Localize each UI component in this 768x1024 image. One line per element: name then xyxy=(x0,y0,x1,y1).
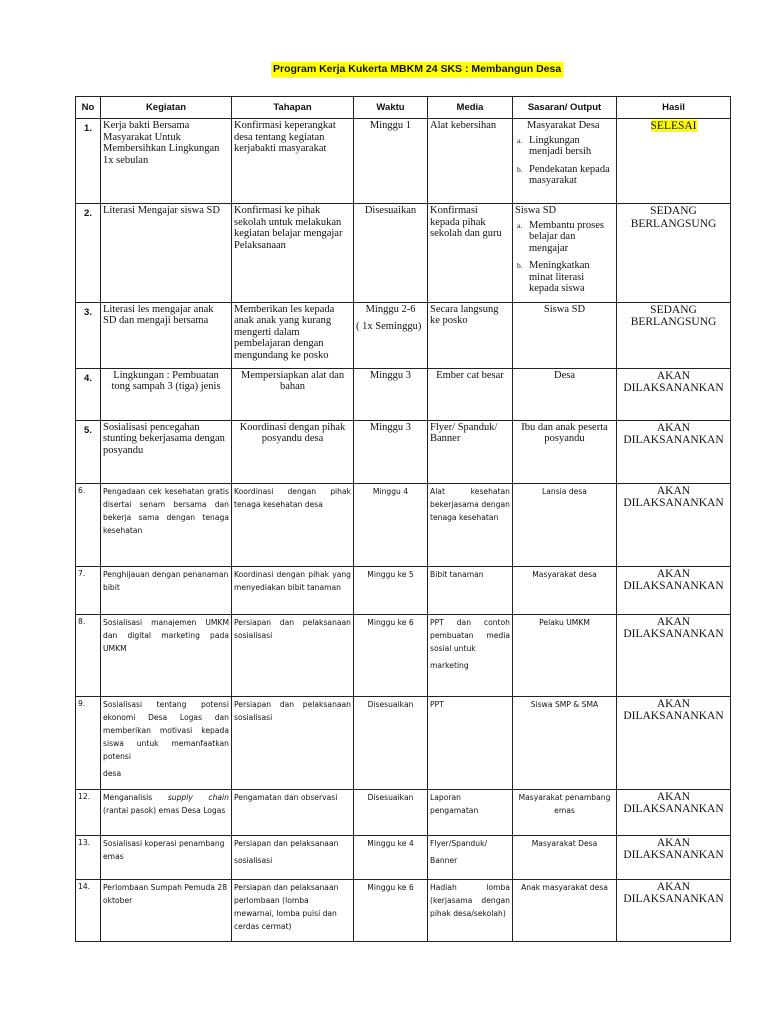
tahapan-cell: Persiapan dan pelaksanaan sosialisasi xyxy=(232,835,354,879)
waktu-cell: Minggu ke 6 xyxy=(354,614,428,696)
sasaran-cell: Anak masyarakat desa xyxy=(513,879,617,941)
sasaran-cell xyxy=(513,204,617,303)
tahapan-cell: Konfirmasi keperangkat desa tentang kegiatan kerjabakti masyarakat xyxy=(232,119,354,204)
tahapan-cell: Konfirmasi ke pihak sekolah untuk melakukan kegiatan belajar mengajar Pelaksanaan xyxy=(232,204,354,303)
sasaran-cell: Siswa SD xyxy=(513,302,617,368)
row-number: 8. xyxy=(76,614,101,696)
kegiatan-cell: Lingkungan : Pembuatan tong sampah 3 (tiga) jenis xyxy=(101,368,232,420)
sasaran-cell: Pelaku UMKM xyxy=(513,614,617,696)
sasaran-cell: Desa xyxy=(513,368,617,420)
waktu-cell: Disesuaikan xyxy=(354,204,428,303)
waktu-cell: Disesuaikan xyxy=(354,789,428,835)
media-cell: Alat kebersihan xyxy=(428,119,513,204)
hasil-cell: AKAN DILAKSANANKAN xyxy=(617,368,731,420)
tahapan-cell: Pengamatan dan observasi xyxy=(232,789,354,835)
sasaran-cell: Siswa SMP & SMA xyxy=(513,696,617,789)
hasil-cell xyxy=(617,119,731,204)
media-cell: Flyer/Spanduk/ Banner xyxy=(428,835,513,879)
sasaran-list xyxy=(515,220,614,295)
media-cell: Konfirmasi kepada pihak sekolah dan guru xyxy=(428,204,513,303)
table-row xyxy=(76,302,731,368)
status-badge: SELESAI xyxy=(650,120,697,132)
table-row xyxy=(76,368,731,420)
hasil-cell: AKAN DILAKSANANKAN xyxy=(617,879,731,941)
document-title: Program Kerja Kukerta MBKM 24 SKS : Membangun Desa xyxy=(273,63,562,75)
hasil-cell: SEDANG BERLANGSUNG xyxy=(617,302,731,368)
list-item: a. Lingkungan menjadi bersih xyxy=(517,134,592,157)
kegiatan-cell: Penghijauan dengan penanaman bibit xyxy=(101,566,232,614)
kegiatan-cell: Perlombaan Sumpah Pemuda 28 oktober xyxy=(101,879,232,941)
header-tahapan: Tahapan xyxy=(232,97,354,119)
table-row xyxy=(76,879,731,941)
header-sasaran: Sasaran/ Output xyxy=(513,97,617,119)
tahapan-cell: Koordinasi dengan pihak posyandu desa xyxy=(232,420,354,483)
waktu-cell: Minggu ke 6 xyxy=(354,879,428,941)
table-row xyxy=(76,204,731,303)
hasil-cell: AKAN DILAKSANANKAN xyxy=(617,835,731,879)
media-cell: Flyer/ Spanduk/ Banner xyxy=(428,420,513,483)
list-item: a. Membantu proses belajar dan mengajar xyxy=(517,219,604,254)
kegiatan-cell: Pengadaan cek kesehatan gratis disertai senam bersama dan bekerja sama dengan tenaga kesehatan xyxy=(101,483,232,566)
row-number: 5. xyxy=(76,420,101,483)
sasaran-cell: Masyarakat desa xyxy=(513,566,617,614)
header-no: No xyxy=(76,97,101,119)
hasil-cell: AKAN DILAKSANANKAN xyxy=(617,696,731,789)
table-row xyxy=(76,789,731,835)
header-waktu: Waktu xyxy=(354,97,428,119)
media-cell: Laporan pengamatan xyxy=(428,789,513,835)
program-table xyxy=(75,96,731,942)
waktu-cell: Disesuaikan xyxy=(354,696,428,789)
row-number: 14. xyxy=(76,879,101,941)
media-cell: PPT dan contoh pembuatan media sosial untuk marketing xyxy=(428,614,513,696)
table-row xyxy=(76,420,731,483)
tahapan-cell: Koordinasi dengan pihak yang menyediakan bibit tanaman xyxy=(232,566,354,614)
hasil-cell: AKAN DILAKSANANKAN xyxy=(617,614,731,696)
hasil-cell: AKAN DILAKSANANKAN xyxy=(617,420,731,483)
table-row xyxy=(76,483,731,566)
header-kegiatan: Kegiatan xyxy=(101,97,232,119)
sasaran-title: Masyarakat Desa xyxy=(527,120,600,131)
sasaran-cell: Masyarakat Desa xyxy=(513,835,617,879)
table-row xyxy=(76,614,731,696)
kegiatan-cell: Literasi Mengajar siswa SD xyxy=(101,204,232,303)
table-row xyxy=(76,696,731,789)
list-item: b. Meningkatkan minat literasi kepada siswa xyxy=(517,260,590,294)
tahapan-cell: Mempersiapkan alat dan bahan xyxy=(232,368,354,420)
hasil-cell: AKAN DILAKSANANKAN xyxy=(617,483,731,566)
media-cell: Hadiah lomba (kerjasama dengan pihak desa/sekolah) xyxy=(428,879,513,941)
sasaran-list xyxy=(515,135,614,187)
kegiatan-cell: Sosialisasi koperasi penambang emas xyxy=(101,835,232,879)
sasaran-cell: Masyarakat penambang emas xyxy=(513,789,617,835)
waktu-cell: Minggu ke 4 xyxy=(354,835,428,879)
header-media: Media xyxy=(428,97,513,119)
waktu-cell: Minggu 4 xyxy=(354,483,428,566)
tahapan-cell: Koordinasi dengan pihak tenaga kesehatan desa xyxy=(232,483,354,566)
tahapan-cell: Persiapan dan pelaksanaan sosialisasi xyxy=(232,696,354,789)
kegiatan-cell: Menganalisis supply chain (rantai pasok) emas Desa Logas xyxy=(101,789,232,835)
row-number: 13. xyxy=(76,835,101,879)
waktu-cell: Minggu 3 xyxy=(354,420,428,483)
media-cell: Ember cat besar xyxy=(428,368,513,420)
kegiatan-cell: Sosialisasi tentang potensi ekonomi Desa Logas dan memberikan motivasi kepada siswa untuk memanfaatkan potensi desa xyxy=(101,696,232,789)
row-number: 9. xyxy=(76,696,101,789)
sasaran-cell xyxy=(513,119,617,204)
row-number: 6. xyxy=(76,483,101,566)
hasil-cell: AKAN DILAKSANANKAN xyxy=(617,789,731,835)
hasil-cell: SEDANG BERLANGSUNG xyxy=(617,204,731,303)
list-item: b. Pendekatan kepada masyarakat xyxy=(517,163,610,186)
row-number: 4. xyxy=(76,368,101,420)
kegiatan-cell: Sosialisasi manajemen UMKM dan digital marketing pada UMKM xyxy=(101,614,232,696)
waktu-cell: Minggu 2-6 ( 1x Seminggu) xyxy=(354,302,428,368)
media-cell: Secara langsung ke posko xyxy=(428,302,513,368)
row-number: 1. xyxy=(76,119,101,204)
row-number: 3. xyxy=(76,302,101,368)
hasil-cell: AKAN DILAKSANANKAN xyxy=(617,566,731,614)
sasaran-cell: Ibu dan anak peserta posyandu xyxy=(513,420,617,483)
kegiatan-cell: Kerja bakti Bersama Masyarakat Untuk Membersihkan Lingkungan 1x sebulan xyxy=(101,119,232,204)
waktu-cell: Minggu 1 xyxy=(354,119,428,204)
table-row xyxy=(76,835,731,879)
row-number: 2. xyxy=(76,204,101,303)
table-row xyxy=(76,566,731,614)
media-cell: Alat kesehatan bekerjasama dengan tenaga kesehatan xyxy=(428,483,513,566)
table-row xyxy=(76,119,731,204)
sasaran-cell: Lansia desa xyxy=(513,483,617,566)
media-cell: PPT xyxy=(428,696,513,789)
sasaran-title: Siswa SD xyxy=(515,205,557,216)
kegiatan-cell: Sosialisasi pencegahan stunting bekerjasama dengan posyandu xyxy=(101,420,232,483)
waktu-cell: Minggu 3 xyxy=(354,368,428,420)
row-number: 7. xyxy=(76,566,101,614)
waktu-cell: Minggu ke 5 xyxy=(354,566,428,614)
header-hasil: Hasil xyxy=(617,97,731,119)
tahapan-cell: Persiapan dan pelaksanaan perlombaan (lomba mewarnai, lomba puisi dan cerdas cermat) xyxy=(232,879,354,941)
kegiatan-cell: Literasi les mengajar anak SD dan mengaji bersama xyxy=(101,302,232,368)
tahapan-cell: Persiapan dan pelaksanaan sosialisasi xyxy=(232,614,354,696)
table-header-row xyxy=(76,97,731,119)
tahapan-cell: Memberikan les kepada anak anak yang kurang mengerti dalam pembelajaran dengan mengundang ke posko xyxy=(232,302,354,368)
media-cell: Bibit tanaman xyxy=(428,566,513,614)
row-number: 12. xyxy=(76,789,101,835)
